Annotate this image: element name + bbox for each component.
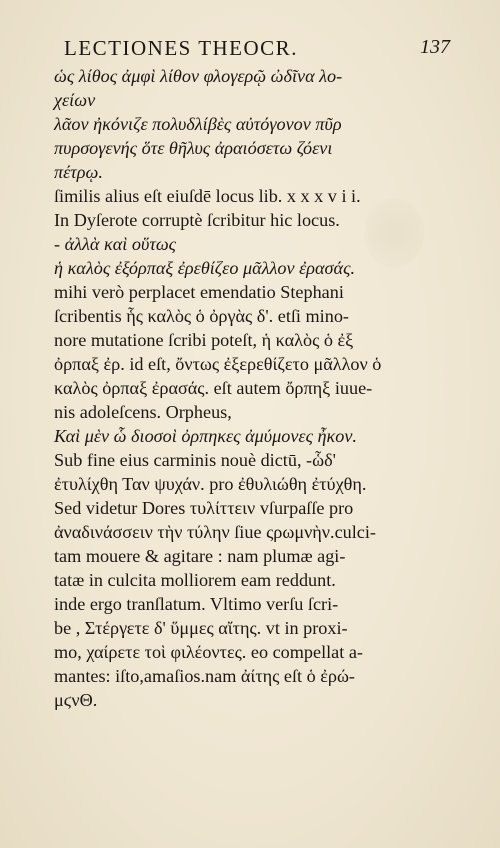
text-line xyxy=(54,256,420,280)
text-line xyxy=(54,544,420,568)
latin-text: ὀρπαξ ἐρ. id eſt, ὄντως ἐξερεθίζετο μᾶλλον ὁ xyxy=(54,354,382,374)
latin-text: ἀναδινάσσειν τὴν τύλην ſiue ςρωμνὴν.culci- xyxy=(54,522,376,542)
latin-text: be , Στέργετε δ' ὕμμες αἴτης. vt in proxi- xyxy=(54,618,348,638)
greek-text: πυρσογενής ὅτε θῆλυς ἀραιόσετω ζόενι xyxy=(54,138,333,158)
text-line xyxy=(54,88,420,112)
text-line xyxy=(54,208,420,232)
text-line xyxy=(54,64,420,88)
text-block xyxy=(54,64,420,712)
latin-text: mantes: iſto,amaſios.nam ἀίτης eſt ὁ ἐρώ- xyxy=(54,666,355,686)
text-line xyxy=(54,112,420,136)
text-line xyxy=(54,496,420,520)
greek-text: ἡ καλὸς ἐξόρπαξ ἐρεθίζεο μᾶλλον ἐρασάς. xyxy=(54,258,355,278)
latin-text: ſimilis alius eſt eiuſdē locus lib. x x x v i i. xyxy=(54,186,361,206)
greek-text: πέτρῳ. xyxy=(54,162,103,182)
text-line xyxy=(54,376,420,400)
greek-text: - ἀλλὰ καὶ οὕτως xyxy=(54,234,177,254)
text-line xyxy=(54,592,420,616)
text-line xyxy=(54,424,420,448)
latin-text: mihi verò perplacet emendatio Stephani xyxy=(54,282,344,302)
text-line xyxy=(54,616,420,640)
text-line xyxy=(54,160,420,184)
text-line xyxy=(54,568,420,592)
latin-text: mo, χαίρετε τοὶ φιλέοντες. eo compellat a- xyxy=(54,642,363,662)
latin-text: inde ergo tranſlatum. Vltimo verſu ſcri- xyxy=(54,594,339,614)
text-line xyxy=(54,280,420,304)
page-number: 137 xyxy=(420,36,450,58)
latin-text: In Dyſerote corruptè ſcribitur hic locus. xyxy=(54,210,340,230)
greek-text: λᾶον ἠκόνιζε πολυδλίβὲς αὐτόγονον πῦρ xyxy=(54,114,342,134)
page-header xyxy=(64,36,472,66)
running-head: LECTIONES THEOCR. xyxy=(64,36,298,60)
text-line xyxy=(54,136,420,160)
greek-text: ὡς λίθος ἀμφὶ λίθον φλογερῷ ὠδῖνα λο- xyxy=(54,66,343,86)
latin-text: tam mouere & agitare : nam plumæ agi- xyxy=(54,546,346,566)
latin-text: μϛνΘ. xyxy=(54,690,98,710)
text-line xyxy=(54,328,420,352)
text-line xyxy=(54,520,420,544)
text-line xyxy=(54,688,420,712)
latin-text: ſcribentis ἧς καλὸς ὁ ὀργὰς δ'. etſi mino- xyxy=(54,306,349,326)
latin-text: tatæ in culcita molliorem eam reddunt. xyxy=(54,570,336,590)
text-line xyxy=(54,184,420,208)
text-line xyxy=(54,352,420,376)
text-line xyxy=(54,472,420,496)
text-line xyxy=(54,400,420,424)
text-line xyxy=(54,448,420,472)
latin-text: καλὸς ὀρπαξ ἐρασάς. eſt autem ὄρπηξ iuue- xyxy=(54,378,373,398)
text-line xyxy=(54,232,420,256)
latin-text: ἐτυλίχθη Ταν ψυχάν. pro ἐθυλιώθη ἐτύχθη. xyxy=(54,474,367,494)
latin-text: Sub fine eius carminis nouè dictū, -ὧδ' xyxy=(54,450,336,470)
text-line xyxy=(54,640,420,664)
greek-text: Καὶ μὲν ὧ διοσοὶ ὀρπηκες ἀμύμονες ἦκον. xyxy=(54,426,357,446)
text-line xyxy=(54,304,420,328)
greek-text: χείων xyxy=(54,90,96,110)
latin-text: nore mutatione ſcribi poteſt, ἡ καλὸς ὁ ἐξ xyxy=(54,330,354,350)
latin-text: nis adoleſcens. Orpheus, xyxy=(54,402,232,422)
text-line xyxy=(54,664,420,688)
latin-text: Sed videtur Dores τυλίττειν vſurpaſſe pro xyxy=(54,498,354,518)
